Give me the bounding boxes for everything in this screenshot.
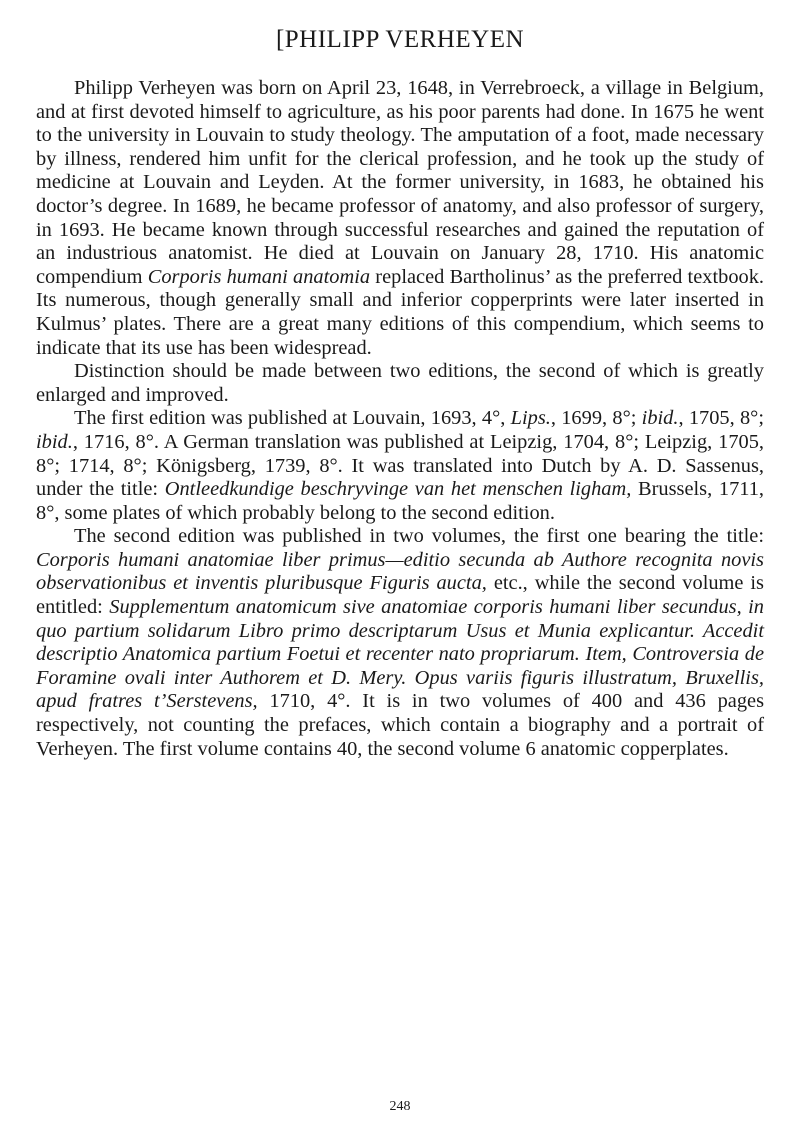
second-edition-text-b: etc., while the second volume is entitled: — [36, 572, 764, 619]
first-edition-text-e: Brussels, 1711, 8°, some plates of which probably belong to the second edition. — [36, 478, 764, 524]
volume-one-title-italic: Corporis humani anatomiae liber primus—editio secunda ab Authore recognita novis observationibus et inventis pluribusque Figuris aucta, — [36, 548, 764, 595]
page-title: [PHILIPP VERHEYEN — [275, 26, 525, 53]
page-number: 248 — [389, 1099, 411, 1114]
dutch-title-italic: Ontleedkundige beschryvinge van het menschen ligham, — [164, 478, 632, 501]
volume-two-title-italic: Supplementum anatomicum sive anatomiae corporis humani liber secundus, in quo partium solidarum Libro primo descriptarum Usus et Munia explicantur. Accedit descriptio Anatomica partium Foetui et recenter nato propriarum. Item, Controversia de Foramine ovali inter Authorem et D. Mery. Opus variis figuris illustratum, Bruxellis, apud fratres t’Serstevens, — [36, 596, 764, 713]
first-edition-text-a: The first edition was published at Louvain, 1693, 4°, — [74, 407, 511, 430]
paragraph-second-edition — [36, 525, 764, 761]
first-edition-text-c: , 1705, 8°; — [678, 407, 764, 430]
book-title-italic: Corporis humani anatomia — [147, 265, 371, 288]
paragraph-biography-text: Philipp Verheyen was born on April 23, 1648, in Verrebroeck, a village in Belgium, and at first devoted himself to agriculture, as his poor parents had done. In 1675 he went to the university in Louvain to study theology. The amputation of a foot, made necessary by illness, rendered him unfit for the clerical profession, and he took up the study of medicine at Louvain and Leyden. At the former university, in 1683, he obtained his doctor’s degree. In 1689, he became professor of anatomy, and also professor of surgery, in 1693. He became known through successful researches and gained the reputation of an industrious anatomist. He died at Louvain on January 28, 1710. His anatomic compendium — [36, 77, 764, 288]
first-edition-text-d: , 1716, 8°. A German translation was published at Leipzig, 1704, 8°; Leipzig, 1705, 8°; 1714, 8°; Königsberg, 1739, 8°. It was translated into Dutch by A. D. Sassenus, under the title: — [36, 430, 764, 501]
paragraph-first-edition — [36, 407, 764, 525]
ibid-italic-1: ibid. — [641, 407, 679, 430]
paragraph-editions-intro: Distinction should be made between two editions, the second of which is greatly enlarged and improved. — [36, 360, 764, 406]
second-edition-text-a: The second edition was published in two volumes, the first one bearing the title: — [74, 525, 764, 548]
body-text — [36, 77, 764, 761]
lips-italic: Lips. — [510, 407, 551, 430]
paragraph-biography-end: replaced Bartholinus’ as the preferred textbook. Its numerous, though generally small and inferior copperprints were later inserted in Kulmus’ plates. There are a great many editions of this compendium, which seems to indicate that its use has been widespread. — [36, 265, 765, 359]
ibid-italic-2: ibid. — [36, 430, 73, 453]
first-edition-text-b: , 1699, 8°; — [550, 407, 642, 430]
second-edition-text-c: 1710, 4°. It is in two volumes of 400 and 436 pages respectively, not counting the prefaces, which contain a biography and a portrait of Verheyen. The first volume contains 40, the second volume 6 anatomic copperplates. — [36, 690, 765, 760]
paragraph-biography — [36, 77, 764, 360]
